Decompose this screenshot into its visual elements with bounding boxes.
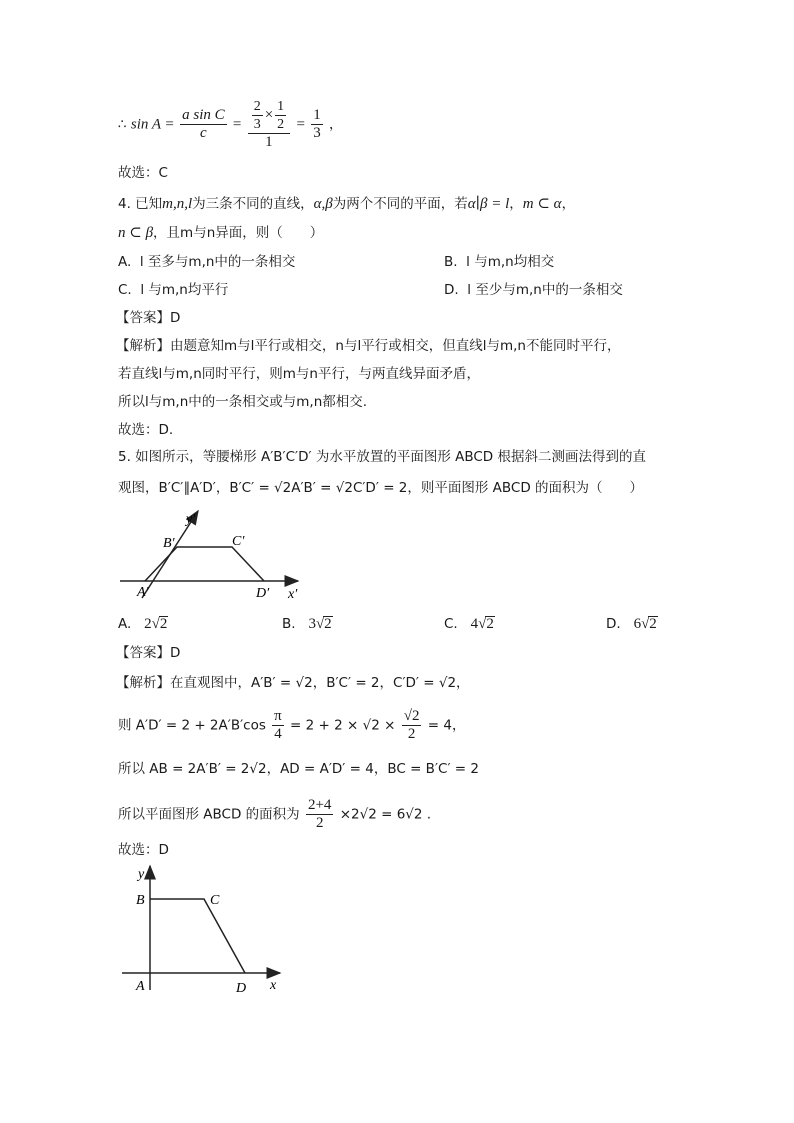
q5-option-c: C. 4√2 <box>444 616 494 632</box>
label-b-prime: B′ <box>163 536 175 551</box>
original-figure <box>112 860 292 1000</box>
label-d: D <box>236 981 247 996</box>
trapezoid-abcd-prime <box>145 547 264 581</box>
label-b: B <box>136 893 145 908</box>
q4-analysis-2: 若直线l与m,n同时平行，则m与n平行，与两直线异面矛盾， <box>118 366 480 382</box>
q4-stem-line2: n ⊂ β，且m与n异面，则（ ） <box>118 225 324 241</box>
label-y-prime: y′ <box>186 512 196 527</box>
q5-option-a: A. 2√2 <box>118 616 168 632</box>
label-x-prime: x′ <box>288 587 298 602</box>
q5-option-b: B. 3√2 <box>282 616 332 632</box>
label-c-prime: C′ <box>232 534 245 549</box>
q4-answer: 【答案】D <box>116 310 181 326</box>
q5-stem-line2: 观图，B′C′∥A′D′，B′C′ = √2A′B′ = √2C′D′ = 2，则平面图形 ABCD 的面积为（ ） <box>118 480 644 496</box>
fraction-area: $\frac{2+4}{2}$ <box>307 797 332 831</box>
fraction-pi-4: $\frac{\pi}{4}$ <box>274 708 282 742</box>
q3-formula-line: ∴ sin A = $\frac{\text{a sin C}}{c}$ = $\frac{2}{3}$ × $\frac{1}{2}$ 1 = $\frac{1}{3}$ ， <box>118 99 343 150</box>
label-d-prime: D′ <box>256 586 270 601</box>
q5-option-d: D. 6√2 <box>606 616 657 632</box>
q5-analysis-3: 所以 AB = 2A′B′ = 2√2，AD = A′D′ = 4，BC = B′C′ = 2 <box>118 761 479 777</box>
q4-option-d: D. l 至少与m,n中的一条相交 <box>444 282 623 298</box>
q4-analysis-3: 所以l与m,n中的一条相交或与m,n都相交. <box>118 394 368 410</box>
q4-option-a: A. l 至多与m,n中的一条相交 <box>118 254 296 270</box>
q3-choice: 故选：C <box>118 165 168 181</box>
fraction-root2-2: $\frac{√2}{2}$ <box>403 708 420 742</box>
q4-stem-line1: 4. 已知m,n,l为三条不同的直线，α,β为两个不同的平面，若α∣β = l，m ⊂ α， <box>118 196 576 212</box>
label-y: y <box>138 867 145 882</box>
label-a-prime: A′ <box>137 585 149 600</box>
oblique-view-figure <box>110 505 310 605</box>
q5-analysis-2: 则 A′D′ = 2 + 2A′B′cos $\frac{\pi}{4}$ = 2 + 2 × √2 × $\frac{√2}{2}$ = 4， <box>118 708 466 742</box>
q5-answer: 【答案】D <box>116 645 181 661</box>
q4-analysis-1: 【解析】由题意知m与l平行或相交，n与l平行或相交，但直线l与m,n不能同时平行， <box>116 338 621 354</box>
q5-stem-line1: 5. 如图所示，等腰梯形 A′B′C′D′ 为水平放置的平面图形 ABCD 根据斜二测画法得到的直 <box>118 449 646 465</box>
q5-analysis-1: 【解析】在直观图中，A′B′ = √2，B′C′ = 2，C′D′ = √2， <box>116 675 470 691</box>
fraction-one-third: $\frac{1}{3}$ <box>313 107 321 141</box>
label-x: x <box>270 978 277 993</box>
fraction-asinC-c: $\frac{\text{a sin C}}{c}$ <box>182 107 225 141</box>
therefore-symbol: ∴ <box>118 116 127 133</box>
q5-analysis-4: 所以平面图形 ABCD 的面积为 $\frac{2+4}{2}$ ×2√2 = 6√2 . <box>118 797 432 831</box>
label-a: A <box>136 979 145 994</box>
q5-choice: 故选：D <box>118 842 169 858</box>
compound-fraction: $\frac{2}{3}$ × $\frac{1}{2}$ 1 <box>248 98 290 151</box>
q4-option-c: C. l 与m,n均平行 <box>118 282 229 298</box>
trapezoid-abcd <box>150 899 245 973</box>
label-c: C <box>210 893 220 908</box>
q4-option-b: B. l 与m,n均相交 <box>444 254 555 270</box>
sinA-text: sin A <box>130 116 162 133</box>
q4-choice: 故选：D. <box>118 422 174 438</box>
